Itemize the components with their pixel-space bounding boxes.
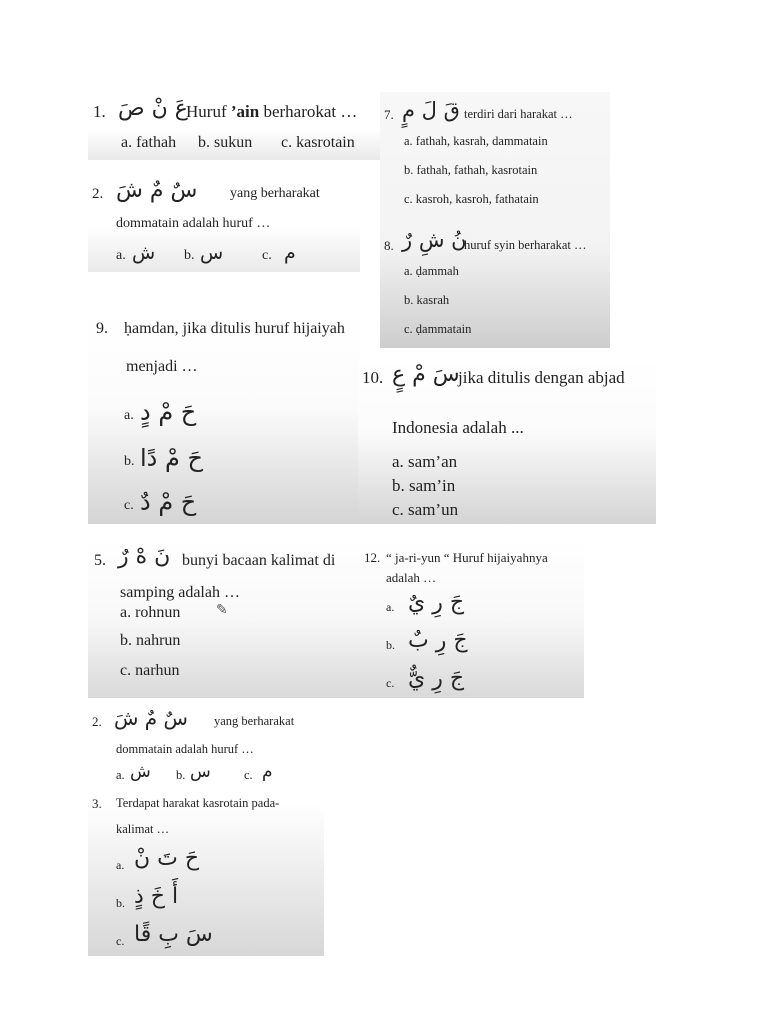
question-10-block <box>358 358 656 524</box>
q3-option-b-arabic: أَ خَ ذٍ <box>134 884 179 909</box>
q2-line2: dommatain adalah huruf … <box>116 216 271 231</box>
q2-number: 2. <box>92 186 104 202</box>
q1-arabic: عَ نْ صَ <box>118 96 188 121</box>
q7-option-c: c. kasroh, kasroh, fathatain <box>404 192 539 206</box>
q12-line2: adalah … <box>386 570 437 585</box>
q2-option-b-label: b. <box>184 248 195 263</box>
q10-line2: Indonesia adalah ... <box>392 418 524 437</box>
q8-option-b: b. kasrah <box>404 293 450 307</box>
q9-option-b-label: b. <box>124 454 135 469</box>
q5-number: 5. <box>94 552 106 569</box>
q3-option-a-label: a. <box>116 858 125 872</box>
q1-option-b: b. sukun <box>198 134 253 151</box>
q3-option-c-label: c. <box>116 934 125 948</box>
q12-option-b-label: b. <box>386 638 395 652</box>
q2b-option-b-arabic: س <box>190 762 211 782</box>
q9-option-c-arabic: حَ مْ دٌ <box>140 488 197 516</box>
q3-option-a-arabic: حَ تَ نْ <box>134 846 200 871</box>
q8-option-a: a. ḍammah <box>404 264 459 278</box>
q12-option-a-arabic: جَ رِ يٌ <box>408 590 465 615</box>
q2-option-c-arabic: م <box>284 242 296 264</box>
question-9-block <box>88 312 360 524</box>
q12-number: 12. <box>364 550 381 565</box>
q3-line2: kalimat … <box>116 822 170 836</box>
q8-option-c: c. ḍammatain <box>404 322 472 336</box>
q7-option-b: b. fathah, fathah, kasrotain <box>404 163 538 177</box>
question-12-block <box>362 540 584 698</box>
q3-option-c-arabic: سَ بِ قًا <box>134 922 213 947</box>
q12-option-c-arabic: جَ رِ يٌّ <box>408 666 465 691</box>
q9-option-c-label: c. <box>124 498 134 513</box>
q2-option-a-label: a. <box>116 248 126 263</box>
q2b-option-c-label: c. <box>244 768 253 782</box>
q2-option-c-label: c. <box>262 248 272 263</box>
q3-option-b-label: b. <box>116 896 125 910</box>
q5-option-c: c. narhun <box>120 662 180 679</box>
pencil-icon: ✎ <box>216 603 228 618</box>
q2b-option-a-arabic: ش <box>130 762 151 782</box>
q1-option-c: c. kasrotain <box>281 134 355 151</box>
q12-option-a-label: a. <box>386 600 395 614</box>
q5-line2: samping adalah … <box>120 584 240 601</box>
question-2-block <box>88 172 360 272</box>
q2-option-a-arabic: ش <box>132 242 156 264</box>
q5-text: bunyi bacaan kalimat di <box>182 552 336 569</box>
q3-line1: Terdapat harakat kasrotain pada- <box>116 796 280 810</box>
q2b-option-c-arabic: م <box>262 762 273 782</box>
q2-option-b-arabic: س <box>200 242 224 264</box>
q2b-option-b-label: b. <box>176 768 186 782</box>
q12-option-c-label: c. <box>386 676 395 690</box>
q9-option-b-arabic: حَ مْ دًا <box>140 444 203 472</box>
q9-option-a-arabic: حَ مْ دٍ <box>140 398 197 426</box>
question-1-block <box>88 92 380 160</box>
q1-option-a: a. fathah <box>121 134 177 151</box>
q12-option-b-arabic: جَ رِ بٌ <box>408 628 468 653</box>
q9-option-a-label: a. <box>124 408 134 423</box>
q2b-arabic: سٌ مٌ شَ <box>114 706 188 730</box>
q7-arabic: قَ لَ مٍ <box>402 98 460 122</box>
q8-number: 8. <box>384 238 394 253</box>
q9-line1: ḥamdan, jika ditulis huruf hijaiyah <box>124 320 345 337</box>
q8-text: huruf syin berharakat … <box>464 238 587 252</box>
q7-number: 7. <box>384 107 394 122</box>
q9-number: 9. <box>96 320 108 337</box>
q2b-option-a-label: a. <box>116 768 125 782</box>
q10-arabic: سَ مْ عٍ <box>392 362 460 387</box>
q2-text: yang berharakat <box>230 186 320 201</box>
q5-option-a: a. rohnun <box>120 604 181 621</box>
q5-arabic: نَ هْ رٌ <box>118 544 171 569</box>
q10-option-b: b. sam’in <box>392 476 456 495</box>
q8-arabic: نُ شِ رٌ <box>402 228 467 252</box>
question-5-block <box>88 540 362 698</box>
q10-option-c: c. sam’un <box>392 500 459 519</box>
q7-text: terdiri dari harakat … <box>464 107 573 121</box>
q2b-line2: dommatain adalah huruf … <box>116 742 254 756</box>
q10-text: jika ditulis dengan abjad <box>458 368 625 387</box>
q10-option-a: a. sam’an <box>392 452 458 471</box>
q3-number: 3. <box>92 796 102 811</box>
q2b-number: 2. <box>92 714 102 729</box>
q2-arabic: سٌ مٌ شَ <box>116 178 198 203</box>
q12-text: “ ja-ri-yun “ Huruf hijaiyahnya <box>386 550 548 565</box>
q1-number: 1. <box>93 102 106 121</box>
q7-option-a: a. fathah, kasrah, dammatain <box>404 134 548 148</box>
question-7-8-block <box>380 92 610 348</box>
q1-text: Huruf ’ain berharokat … <box>186 102 358 121</box>
question-2-3-block <box>88 702 324 956</box>
q10-number: 10. <box>362 368 384 387</box>
q9-line2: menjadi … <box>126 358 198 375</box>
q5-option-b: b. nahrun <box>120 632 181 649</box>
q2b-text: yang berharakat <box>214 714 295 728</box>
